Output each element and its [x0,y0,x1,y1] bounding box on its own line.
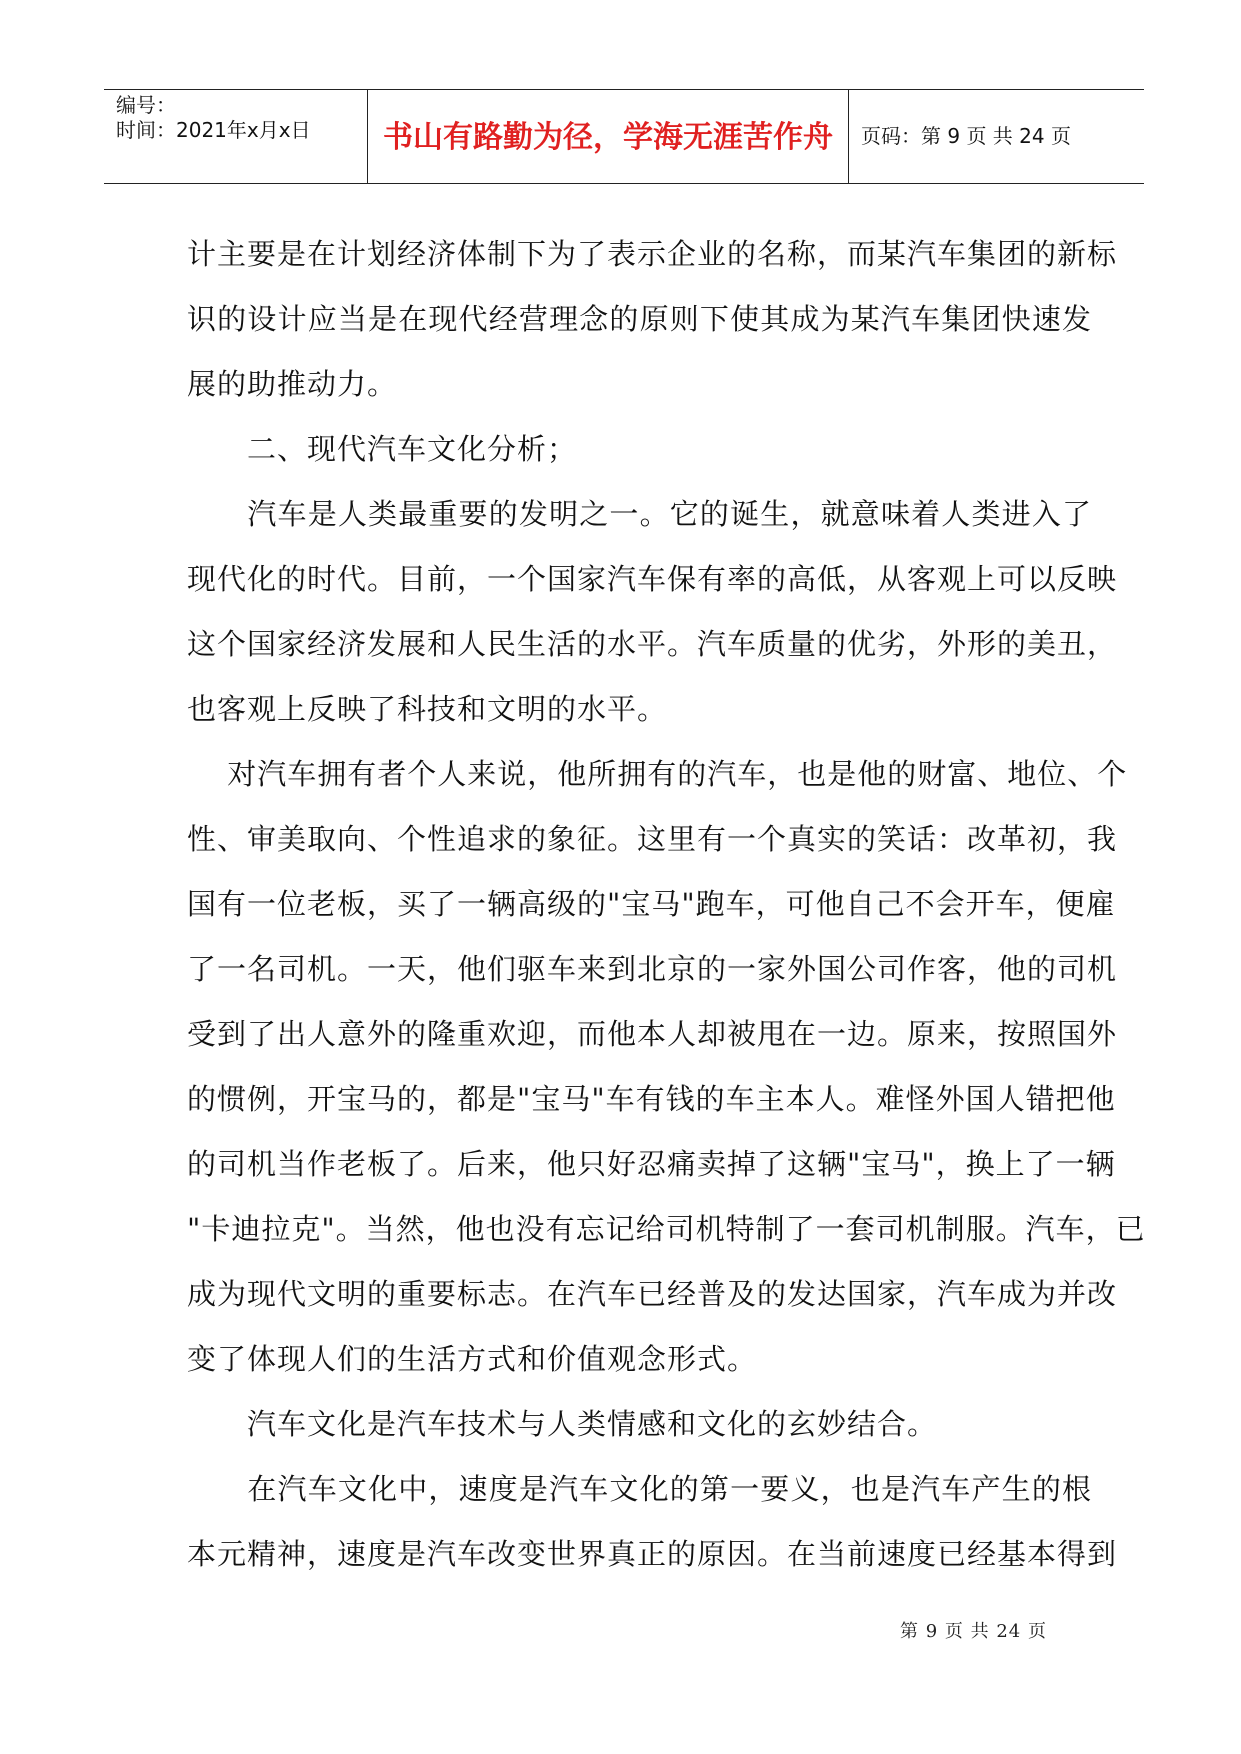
body-line: 了一名司机。一天，他们驱车来到北京的一家外国公司作客，他的司机 [187,952,1118,986]
header-right-cell [849,90,1144,183]
header-page-info: 页码：第 9 页 共 24 页 [861,124,1071,148]
body-line: 变了体现人们的生活方式和价值观念形式。 [187,1342,758,1376]
body-line: 识的设计应当是在现代经营理念的原则下使其成为某汽车集团快速发 [187,302,1092,336]
body-line: 的司机当作老板了。后来，他只好忍痛卖掉了这辆"宝马"，换上了一辆 [187,1147,1116,1181]
header-middle-cell [368,90,849,183]
document-body [187,222,1146,1587]
body-line: 本元精神，速度是汽车改变世界真正的原因。在当前速度已经基本得到 [187,1537,1118,1571]
body-line: 在汽车文化中，速度是汽车文化的第一要义，也是汽车产生的根 [187,1472,1092,1506]
body-line: 国有一位老板，买了一辆高级的"宝马"跑车，可他自己不会开车，便雇 [187,887,1116,921]
body-line: 的惯例，开宝马的，都是"宝马"车有钱的车主本人。难怪外国人错把他 [187,1082,1116,1116]
body-line: 汽车文化是汽车技术与人类情感和文化的玄妙结合。 [187,1407,938,1441]
document-time-label: 时间：2021年x月x日 [116,118,311,142]
body-line: 成为现代文明的重要标志。在汽车已经普及的发达国家，汽车成为并改 [187,1277,1118,1311]
body-line: 受到了出人意外的隆重欢迎，而他本人却被甩在一边。原来，按照国外 [187,1017,1118,1051]
body-line: 计主要是在计划经济体制下为了表示企业的名称，而某汽车集团的新标 [187,237,1118,271]
body-line: 展的助推动力。 [187,367,398,401]
page-header [104,89,1144,184]
section-heading: 二、现代汽车文化分析； [187,432,578,466]
header-motto: 书山有路勤为径，学海无涯苦作舟 [383,120,833,155]
body-line: 也客观上反映了科技和文明的水平。 [187,692,668,726]
body-line: 对汽车拥有者个人来说，他所拥有的汽车，也是他的财富、地位、个 [187,757,1128,791]
header-left-cell [104,90,368,183]
body-line: 性、审美取向、个性追求的象征。这里有一个真实的笑话：改革初，我 [187,822,1118,856]
body-line: "卡迪拉克"。当然，他也没有忘记给司机特制了一套司机制服。汽车，已 [187,1212,1146,1246]
body-line: 这个国家经济发展和人民生活的水平。汽车质量的优劣，外形的美丑， [187,627,1118,661]
body-line: 汽车是人类最重要的发明之一。它的诞生，就意味着人类进入了 [187,497,1092,531]
document-code-label: 编号： [116,93,176,117]
body-line: 现代化的时代。目前，一个国家汽车保有率的高低，从客观上可以反映 [187,562,1118,596]
page-footer: 第 9 页 共 24 页 [900,1621,1047,1642]
